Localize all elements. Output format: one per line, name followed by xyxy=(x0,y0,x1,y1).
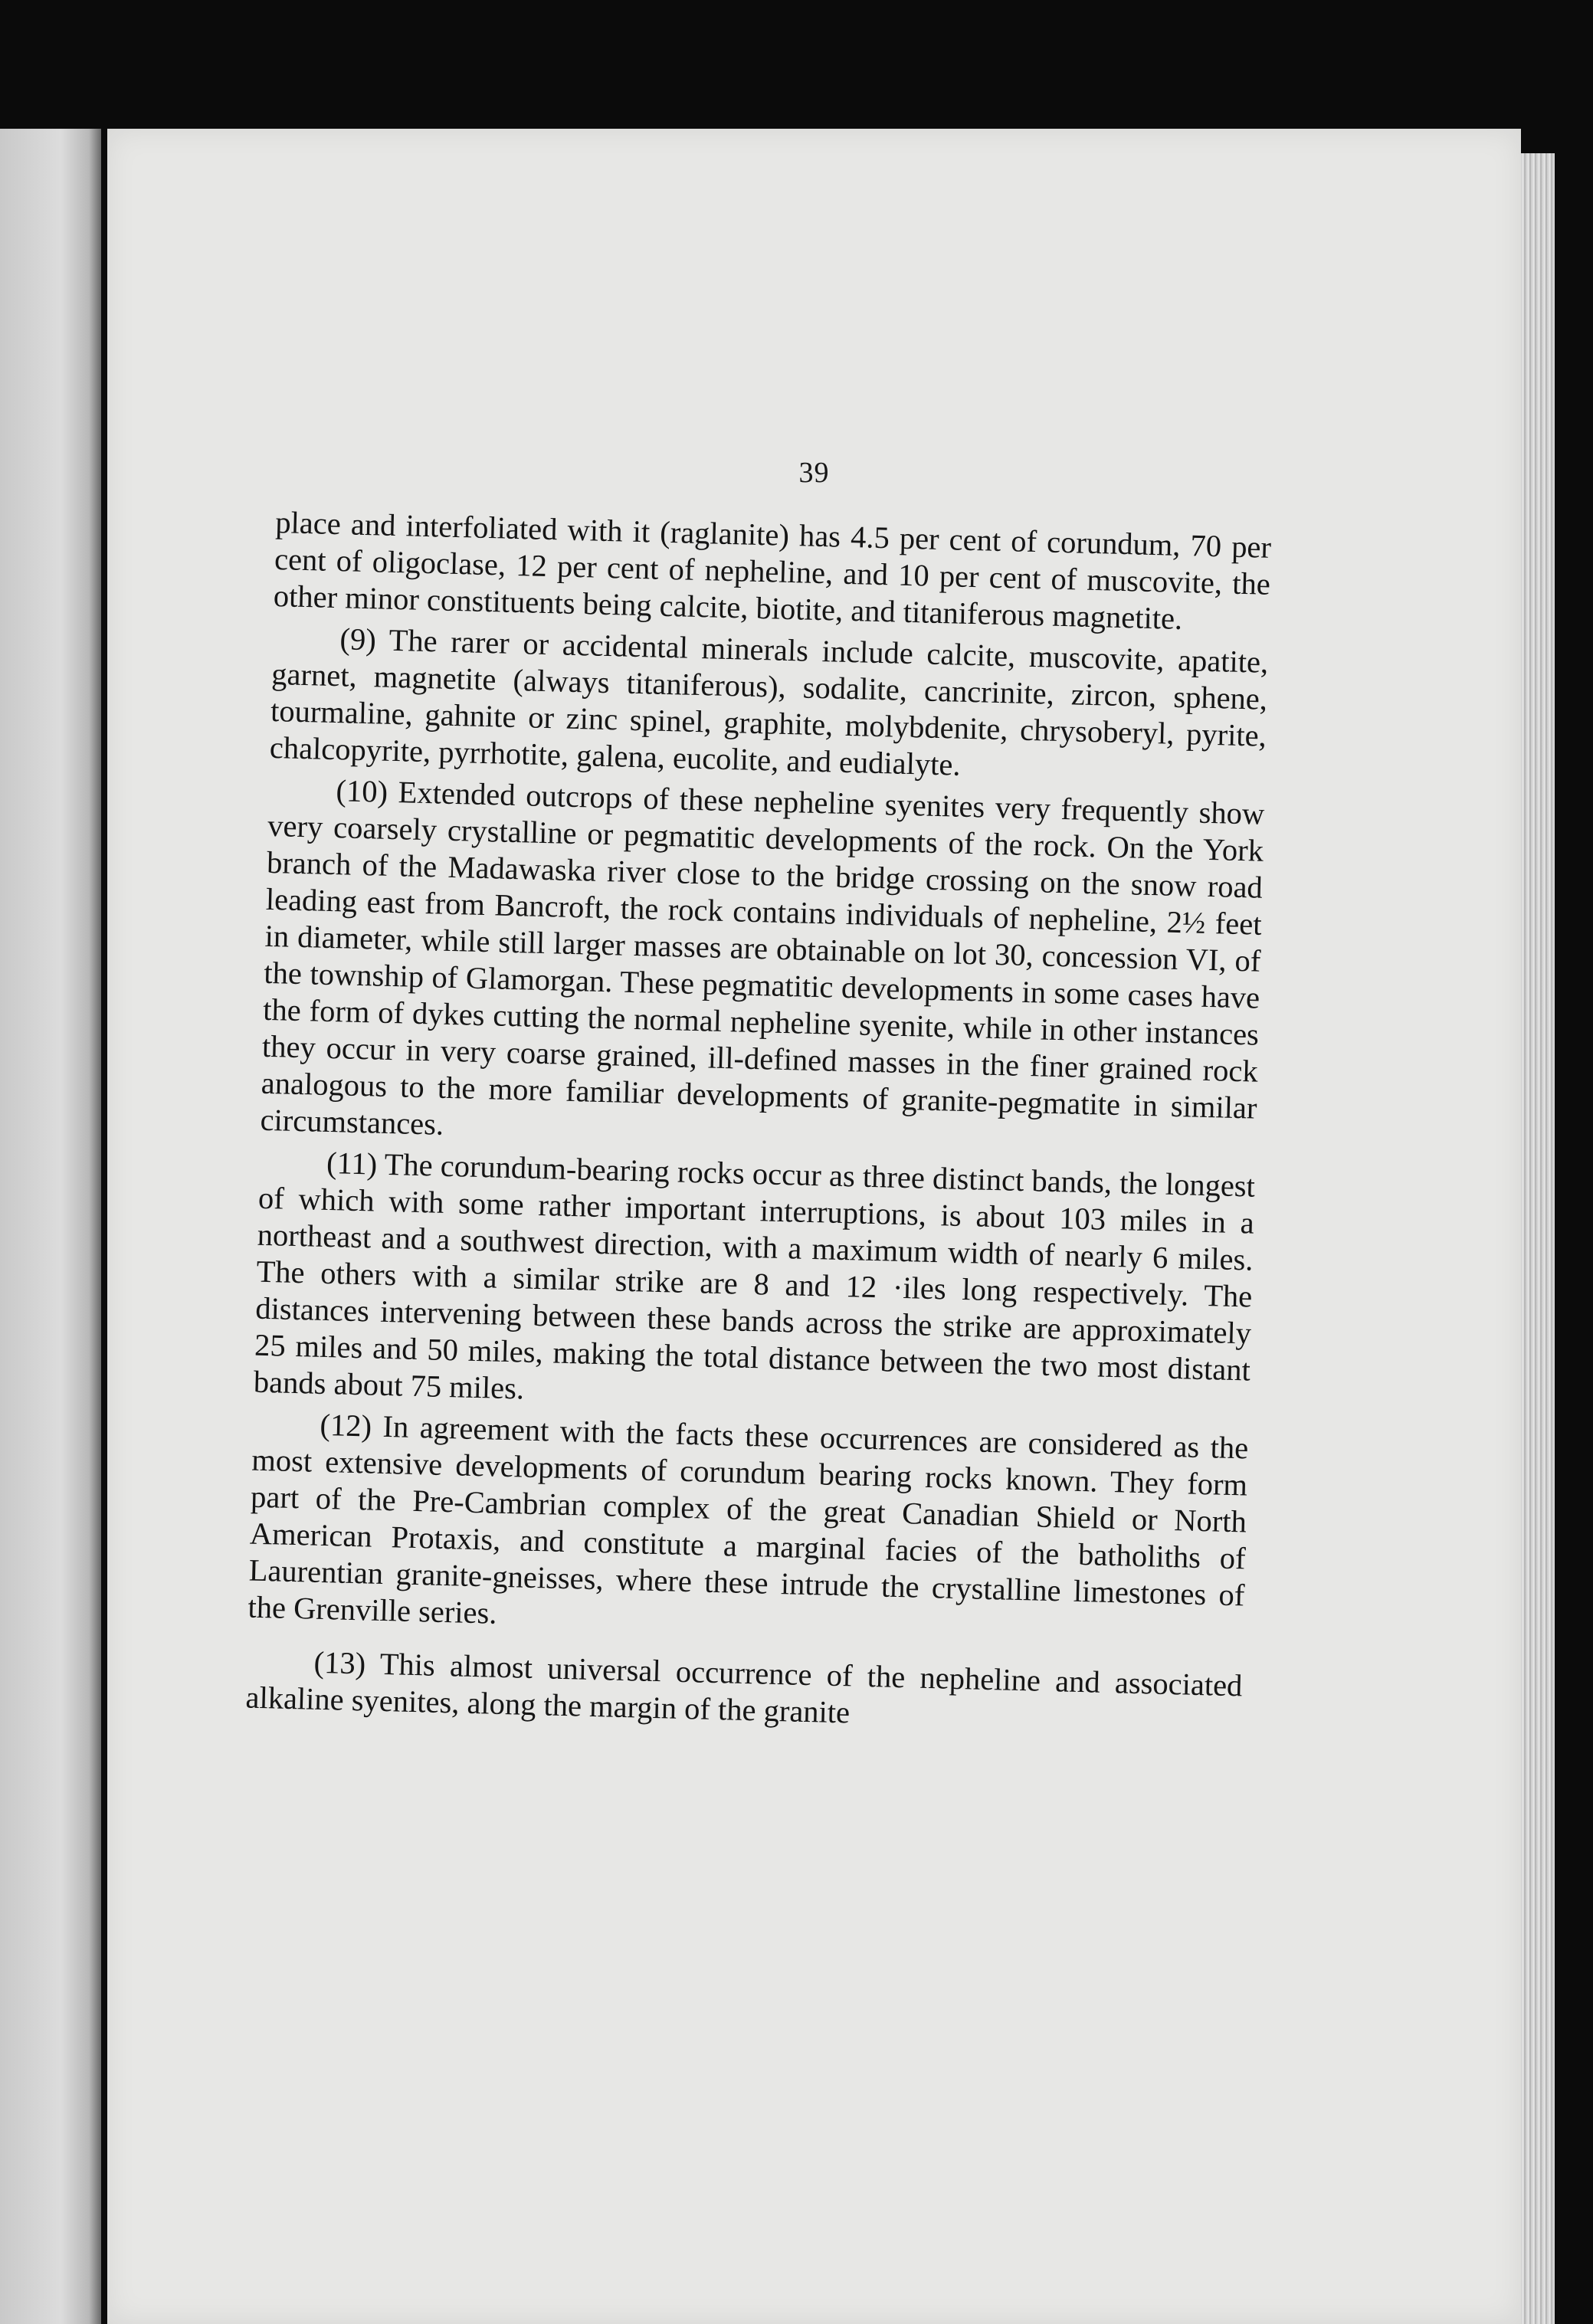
paragraph-13: (13) This almost universal occurrence of the nepheline and associated alkaline syenites, along the margin of the granite xyxy=(245,1644,1243,1729)
page-body-text xyxy=(245,504,1272,1741)
paragraph-9: (9) The rarer or accidental minerals include calcite, muscovite, apatite, garnet, magnetite (always titaniferous), sodalite, cancrinite, zircon, sphene, tourmaline, gahnite or zinc spinel, graphite, molybdenite, chrysoberyl, pyrite, chalcopyrite, pyrrhotite, galena, eucolite, and eudialyte. xyxy=(269,621,1269,782)
previous-page-edge xyxy=(0,129,101,2324)
paragraph-10: (10) Extended outcrops of these nepheline syenites very frequently show very coarsely crystalline or pegmatitic developments of the rock. On the York branch of the Madawaska river close to the bridge crossing on the snow road leading east from Bancroft, the rock contains individuals of nepheline, 2½ feet in diameter, while still larger masses are obtainable on lot 30, concession VI, of the township of Glamorgan. These pegmatitic developments in some cases have the form of dykes cutting the normal nepheline syenite, while in other instances they occur in very coarse grained, ill-defined masses in the finer grained rock analogous to the more familiar developments of granite-pegmatite in similar circumstances. xyxy=(260,773,1265,1142)
paragraph-continuation: place and interfoliated with it (raglanite) has 4.5 per cent of corundum, 70 per cent of oligoclase, 12 per cent of nepheline, and 10 per cent of muscovite, the other minor constituents being calcite, biotite, and titaniferous magnetite. xyxy=(273,504,1272,636)
page-number: 39 xyxy=(798,457,830,489)
book-page xyxy=(107,129,1521,2324)
paragraph-11: (11) The corundum-bearing rocks occur as three distinct bands, the longest of which with some rather important interruptions, is about 103 miles in a northeast and a southwest direction, with a maximum width of nearly 6 miles. The others with a similar strike are 8 and 12 ·iles long respectively. The distances intervening between these bands across the strike are approximately 25 miles and 50 miles, making the total distance between the two most distant bands about 75 miles. xyxy=(253,1145,1256,1406)
page-stack-edges xyxy=(1521,153,1555,2324)
paragraph-12: (12) In agreement with the facts these occurrences are considered as the most extensive developments of corundum bearing rocks known. They form part of the Pre-Cambrian complex of the great Canadian Shield or North American Protaxis, and constitute a marginal facies of the batholiths of Laurentian granite-gneisses, where these intrude the crystalline limestones of the Grenville series. xyxy=(247,1407,1249,1631)
